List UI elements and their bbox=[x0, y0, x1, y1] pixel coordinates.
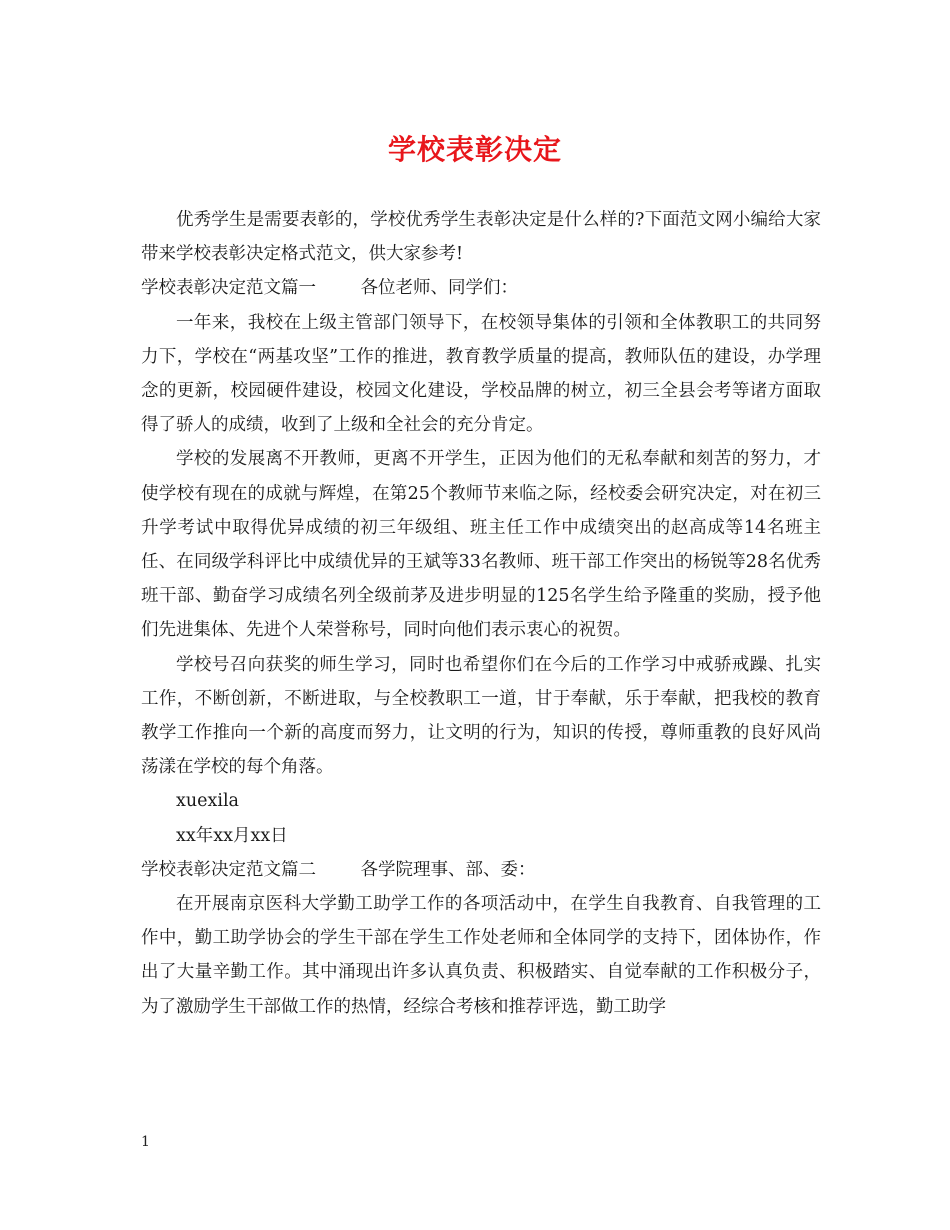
document-title: 学校表彰决定 bbox=[387, 133, 562, 166]
heading-gap bbox=[316, 860, 361, 880]
date: xx年xx月xx日 bbox=[176, 825, 288, 846]
section1-greeting: 各位老师、同学们： bbox=[360, 278, 519, 299]
section1-paragraph-2: 学校的发展离不开教师，更离不开学生，正因为他们的无私奉献和刻苦的努力，才使学校有现在的成就与辉煌，在第25个教师节来临之际，经校委会研究决定，对在初三升学考试中取得优异成绩的初三年级组、班主任工作中成绩突出的赵高成等14名班主任、在同级学科评比中成绩优异的王斌等33名教师、班干部工作突出的杨锐等28名优秀班干部、勤奋学习成绩名列全级前茅及进步明显的125名学生给予隆重的奖励，授予他们先进集体、先进个人荣誉称号，同时向他们表示衷心的祝贺。 bbox=[141, 449, 821, 641]
section2-heading-line bbox=[141, 853, 821, 887]
section1-paragraph-1: 一年来，我校在上级主管部门领导下，在校领导集体的引领和全体教职工的共同努力下，学校在“两基攻坚”工作的推进，教育教学质量的提高，教师队伍的建设，办学理念的更新，校园硬件建设，校园文化建设，学校品牌的树立，初三全县会考等诸方面取得了骄人的成绩，收到了上级和全社会的充分肯定。 bbox=[141, 312, 821, 436]
section1-heading-line bbox=[141, 271, 821, 305]
section2-paragraph-1: 在开展南京医科大学勤工助学工作的各项活动中，在学生自我教育、自我管理的工作中，勤工助学协会的学生干部在学生工作处老师和全体同学的支持下，团体协作，作出了大量辛勤工作。其中涌现出许多认真负责、积极踏实、自觉奉献的工作积极分子，为了激励学生干部做工作的热情，经综合考核和推荐评选，勤工助学 bbox=[141, 894, 821, 1017]
document-body bbox=[141, 203, 821, 1024]
signature: xuexila bbox=[176, 791, 239, 812]
intro-paragraph: 优秀学生是需要表彰的，学校优秀学生表彰决定是什么样的?下面范文网小编给大家带来学校表彰决定格式范文，供大家参考! bbox=[141, 210, 821, 265]
section1-paragraph-3: 学校号召向获奖的师生学习，同时也希望你们在今后的工作学习中戒骄戒躁、扎实工作，不断创新，不断进取，与全校教职工一道，甘于奉献，乐于奉献，把我校的教育教学工作推向一个新的高度而努力，让文明的行为，知识的传授，尊师重教的良好风尚荡漾在学校的每个角落。 bbox=[141, 654, 821, 778]
section2-heading: 学校表彰决定范文篇二 bbox=[141, 859, 316, 880]
section1-heading: 学校表彰决定范文篇一 bbox=[141, 278, 316, 299]
section2-greeting: 各学院理事、部、委： bbox=[360, 859, 536, 880]
page-number: 1 bbox=[141, 1134, 150, 1150]
heading-gap bbox=[316, 278, 361, 298]
